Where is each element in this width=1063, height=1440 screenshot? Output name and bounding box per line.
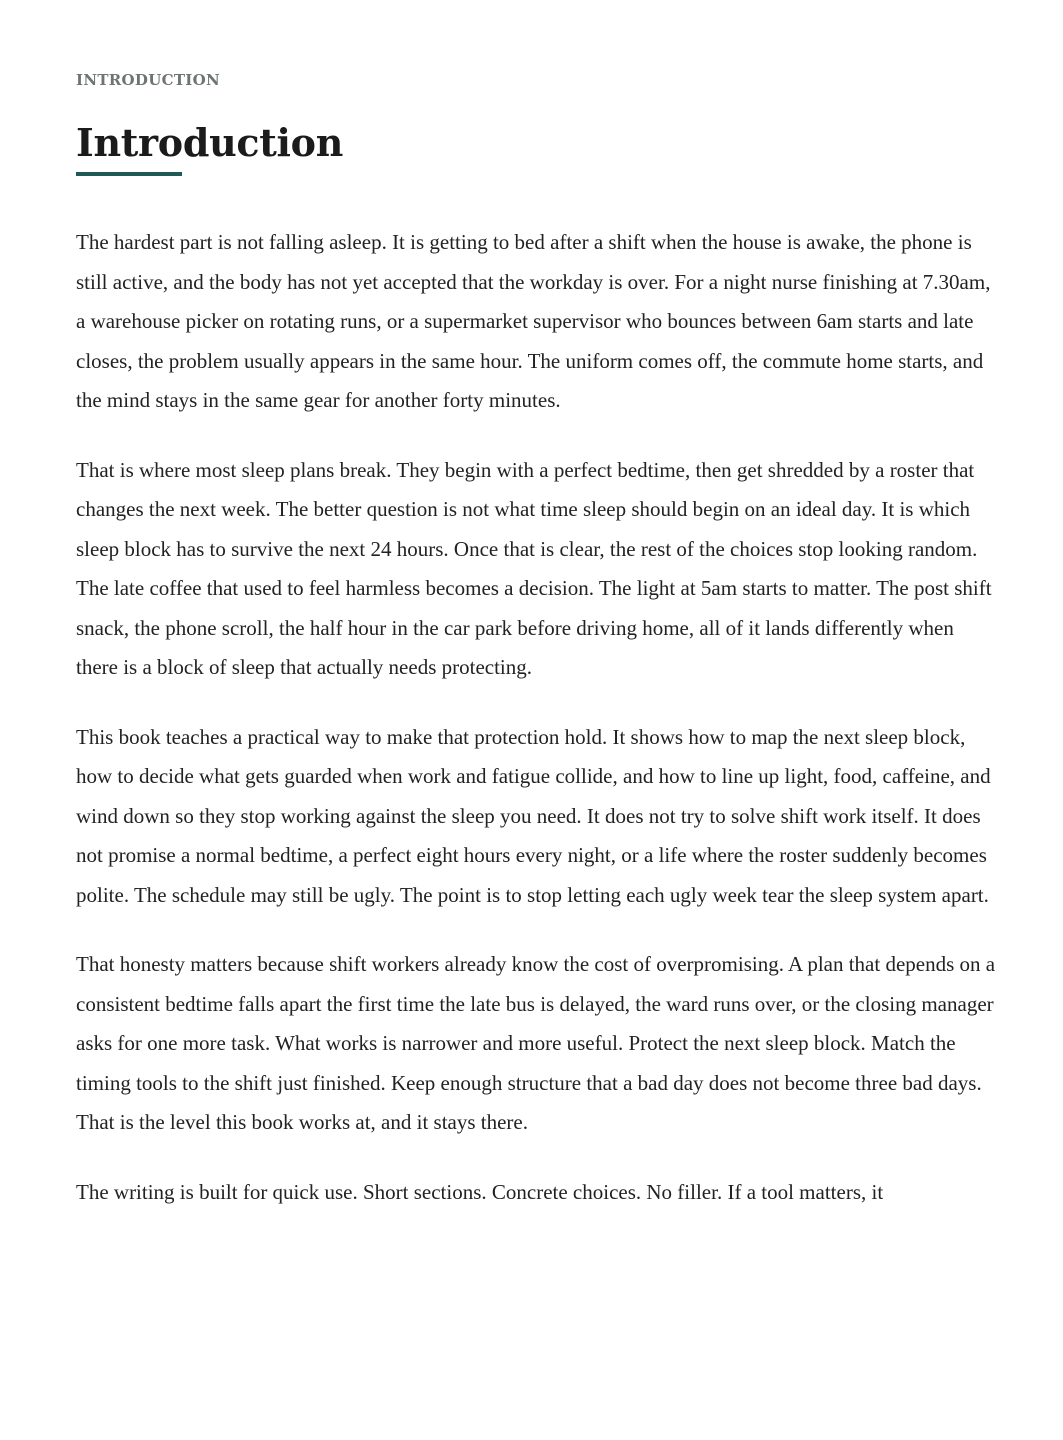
title-underline: [76, 172, 182, 176]
section-label: INTRODUCTION: [76, 71, 221, 89]
body-text: [76, 223, 996, 1242]
paragraph: This book teaches a practical way to make that protection hold. It shows how to map the next sleep block, how to decide what gets guarded when work and fatigue collide, and how to line up light, food, caffeine, and wind down so they stop working against the sleep you need. It does not try to solve shift work itself. It does not promise a normal bedtime, a perfect eight hours every night, or a life where the roster suddenly becomes polite. The schedule may still be ugly. The point is to stop letting each ugly week tear the sleep system apart.: [76, 724, 991, 907]
paragraph: That is where most sleep plans break. They begin with a perfect bedtime, then get shredded by a roster that changes the next week. The better question is not what time sleep should begin on an ideal day. It is which sleep block has to survive the next 24 hours. Once that is clear, the rest of the choices stop looking random. The late coffee that used to feel harmless becomes a decision. The light at 5am starts to matter. The post shift snack, the phone scroll, the half hour in the car park before driving home, all of it lands differently when there is a block of sleep that actually needs protecting.: [76, 457, 992, 679]
paragraph: The writing is built for quick use. Short sections. Concrete choices. No filler. If a tool matters, it: [76, 1179, 884, 1204]
paragraph: The hardest part is not falling asleep. It is getting to bed after a shift when the house is awake, the phone is still active, and the body has not yet accepted that the workday is over. For a night nurse finishing at 7.30am, a warehouse picker on rotating runs, or a supermarket supervisor who bounces between 6am starts and late closes, the problem usually appears in the same hour. The uniform comes off, the commute home starts, and the mind stays in the same gear for another forty minutes.: [76, 230, 991, 412]
paragraph: That honesty matters because shift workers already know the cost of overpromising. A plan that depends on a consistent bedtime falls apart the first time the late bus is delayed, the ward runs over, or the closing manager asks for one more task. What works is narrower and more useful. Protect the next sleep block. Match the timing tools to the shift just finished. Keep enough structure that a bad day does not become three bad days. That is the level this book works at, and it stays there.: [76, 952, 996, 1134]
chapter-title: Introduction: [76, 120, 344, 165]
